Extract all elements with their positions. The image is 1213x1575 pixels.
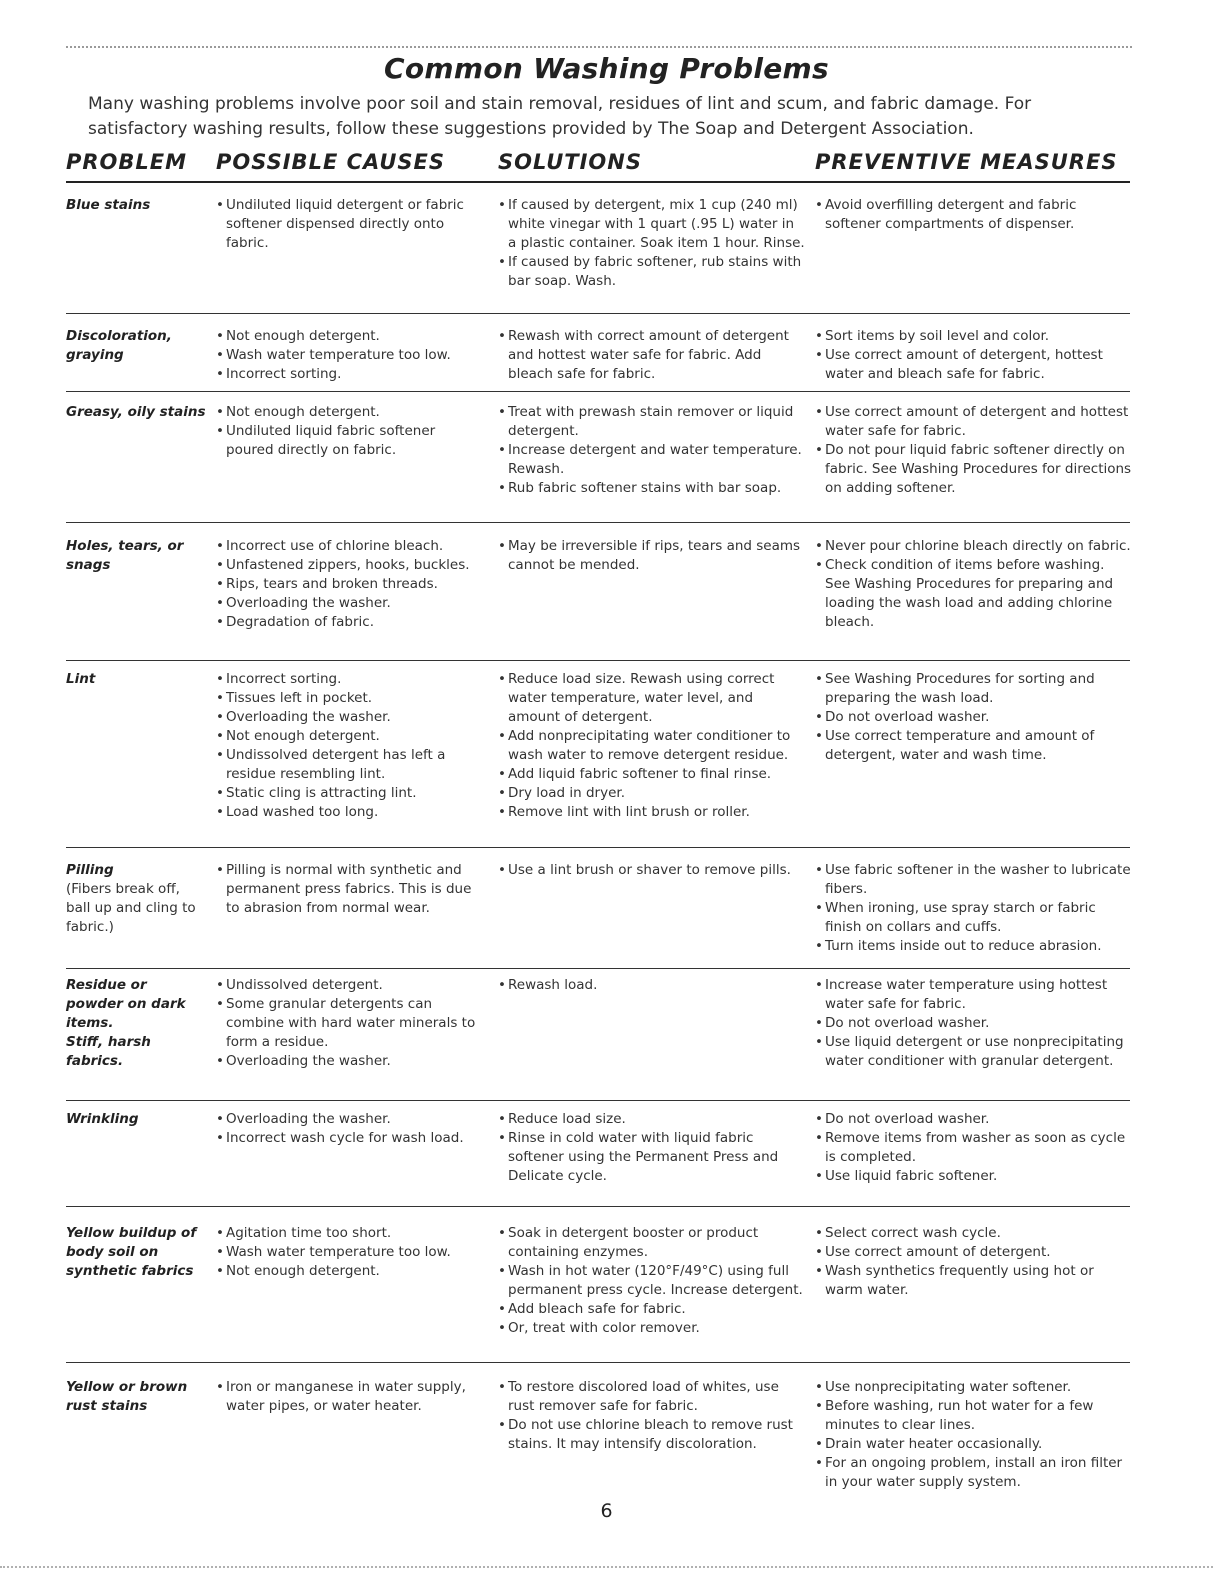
solutions-cell [498, 196, 806, 291]
list-item: • Remove items from washer as soon as cycle is completed. [815, 1129, 1133, 1167]
row-divider [66, 1100, 1130, 1101]
list-item: • Not enough detergent. [216, 1262, 486, 1281]
problem-title: Lint [66, 671, 96, 687]
preventive-cell [815, 1378, 1133, 1492]
list-item: • Not enough detergent. [216, 403, 486, 422]
list-item: • Degradation of fabric. [216, 613, 486, 632]
list-item: • Incorrect use of chlorine bleach. [216, 537, 486, 556]
problem-cell [66, 1378, 216, 1416]
causes-cell [216, 537, 486, 632]
list-item: • Undissolved detergent. [216, 976, 486, 995]
list-item: • Do not use chlorine bleach to remove rust stains. It may intensify discoloration. [498, 1416, 806, 1454]
list-item: • Use nonprecipitating water softener. [815, 1378, 1133, 1397]
list-item: • Agitation time too short. [216, 1224, 486, 1243]
list-item: • Do not overload washer. [815, 1014, 1133, 1033]
list-item: • Some granular detergents can combine with hard water minerals to form a residue. [216, 995, 486, 1052]
list-item: • Never pour chlorine bleach directly on fabric. [815, 537, 1133, 556]
solutions-cell [498, 1110, 806, 1186]
list-item: • Wash synthetics frequently using hot or warm water. [815, 1262, 1133, 1300]
list-item: • Use a lint brush or shaver to remove pills. [498, 861, 806, 880]
causes-cell [216, 403, 486, 460]
list-item: • Overloading the washer. [216, 1052, 486, 1071]
list-item: • Do not pour liquid fabric softener directly on fabric. See Washing Procedures for directions on adding softener. [815, 441, 1133, 498]
problem-title: Greasy, oily stains [66, 404, 206, 420]
causes-cell [216, 196, 486, 253]
list-item: • To restore discolored load of whites, use rust remover safe for fabric. [498, 1378, 806, 1416]
list-item: • See Washing Procedures for sorting and preparing the wash load. [815, 670, 1133, 708]
solutions-cell [498, 1224, 806, 1338]
list-item: • Incorrect sorting. [216, 670, 486, 689]
solutions-cell [498, 1378, 806, 1454]
list-item: • Rewash with correct amount of detergent and hottest water safe for fabric. Add bleach safe for fabric. [498, 327, 806, 384]
row-divider [66, 968, 1130, 969]
list-item: • Unfastened zippers, hooks, buckles. [216, 556, 486, 575]
problem-cell [66, 861, 216, 937]
list-item: • Add nonprecipitating water conditioner to wash water to remove detergent residue. [498, 727, 806, 765]
causes-cell [216, 1110, 486, 1148]
header-problem: PROBLEM [66, 150, 188, 174]
list-item: • Use liquid fabric softener. [815, 1167, 1133, 1186]
preventive-cell [815, 861, 1133, 956]
list-item: • Use correct amount of detergent, hottest water and bleach safe for fabric. [815, 346, 1133, 384]
solutions-cell [498, 670, 806, 822]
header-solutions: SOLUTIONS [498, 150, 642, 174]
list-item: • Do not overload washer. [815, 1110, 1133, 1129]
list-item: • Incorrect wash cycle for wash load. [216, 1129, 486, 1148]
list-item: • Drain water heater occasionally. [815, 1435, 1133, 1454]
list-item: • Use liquid detergent or use nonprecipitating water conditioner with granular detergent. [815, 1033, 1133, 1071]
list-item: • Rinse in cold water with liquid fabric softener using the Permanent Press and Delicate cycle. [498, 1129, 806, 1186]
causes-cell [216, 976, 486, 1071]
preventive-cell [815, 327, 1133, 384]
solutions-cell [498, 327, 806, 384]
row-divider [66, 313, 1130, 314]
list-item: • Use correct amount of detergent. [815, 1243, 1133, 1262]
list-item: • If caused by detergent, mix 1 cup (240 ml) white vinegar with 1 quart (.95 L) water in a plastic container. Soak item 1 hour. Rinse. [498, 196, 806, 253]
list-item: • Reduce load size. Rewash using correct water temperature, water level, and amount of detergent. [498, 670, 806, 727]
row-divider [66, 1206, 1130, 1207]
problem-cell [66, 670, 216, 689]
list-item: • Increase detergent and water temperature. Rewash. [498, 441, 806, 479]
problem-title: Pilling [66, 862, 114, 878]
list-item: • Overloading the washer. [216, 594, 486, 613]
solutions-cell [498, 403, 806, 498]
solutions-cell [498, 976, 806, 995]
list-item: • Not enough detergent. [216, 727, 486, 746]
causes-cell [216, 670, 486, 822]
list-item: • Overloading the washer. [216, 1110, 486, 1129]
solutions-cell [498, 861, 806, 880]
problem-cell [66, 1224, 216, 1281]
list-item: • Turn items inside out to reduce abrasion. [815, 937, 1133, 956]
problem-title: Holes, tears, or snags [66, 538, 184, 573]
list-item: • Treat with prewash stain remover or liquid detergent. [498, 403, 806, 441]
causes-cell [216, 1224, 486, 1281]
list-item: • May be irreversible if rips, tears and seams cannot be mended. [498, 537, 806, 575]
list-item: • Wash water temperature too low. [216, 1243, 486, 1262]
list-item: • Avoid overfilling detergent and fabric softener compartments of dispenser. [815, 196, 1133, 234]
list-item: • Undissolved detergent has left a residue resembling lint. [216, 746, 486, 784]
problem-note: (Fibers break off, ball up and cling to fabric.) [66, 881, 196, 935]
list-item: • Select correct wash cycle. [815, 1224, 1133, 1243]
header-rule [66, 181, 1130, 183]
list-item: • Use correct temperature and amount of detergent, water and wash time. [815, 727, 1133, 765]
bottom-dotted-rule [0, 1566, 1213, 1568]
causes-cell [216, 327, 486, 384]
list-item: • Check condition of items before washing. See Washing Procedures for preparing and loading the wash load and adding chlorine bleach. [815, 556, 1133, 632]
list-item: • Remove lint with lint brush or roller. [498, 803, 806, 822]
problem-cell [66, 1110, 216, 1129]
row-divider [66, 660, 1130, 661]
preventive-cell [815, 1110, 1133, 1186]
list-item: • Reduce load size. [498, 1110, 806, 1129]
list-item: • Undiluted liquid detergent or fabric softener dispensed directly onto fabric. [216, 196, 486, 253]
causes-cell [216, 861, 486, 918]
list-item: • Increase water temperature using hottest water safe for fabric. [815, 976, 1133, 1014]
list-item: • Soak in detergent booster or product containing enzymes. [498, 1224, 806, 1262]
problem-cell [66, 537, 216, 575]
problem-cell [66, 976, 216, 1071]
solutions-cell [498, 537, 806, 575]
preventive-cell [815, 196, 1133, 234]
list-item: • Wash in hot water (120°F/49°C) using full permanent press cycle. Increase detergent. [498, 1262, 806, 1300]
list-item: • Add bleach safe for fabric. [498, 1300, 806, 1319]
preventive-cell [815, 670, 1133, 765]
preventive-cell [815, 976, 1133, 1071]
page-number: 6 [600, 1500, 613, 1522]
list-item: • Incorrect sorting. [216, 365, 486, 384]
problem-title: Blue stains [66, 197, 151, 213]
list-item: • Iron or manganese in water supply, water pipes, or water heater. [216, 1378, 486, 1416]
row-divider [66, 847, 1130, 848]
row-divider [66, 391, 1130, 392]
row-divider [66, 522, 1130, 523]
problem-title: Yellow or brown rust stains [66, 1379, 188, 1414]
row-divider [66, 1362, 1130, 1363]
list-item: • Not enough detergent. [216, 327, 486, 346]
problem-title: Discoloration, graying [66, 328, 172, 363]
preventive-cell [815, 537, 1133, 632]
list-item: • Sort items by soil level and color. [815, 327, 1133, 346]
problem-cell [66, 327, 216, 365]
header-possible-causes: POSSIBLE CAUSES [216, 150, 445, 174]
list-item: • Overloading the washer. [216, 708, 486, 727]
list-item: • Static cling is attracting lint. [216, 784, 486, 803]
header-preventive-measures: PREVENTIVE MEASURES [815, 150, 1118, 174]
list-item: • If caused by fabric softener, rub stains with bar soap. Wash. [498, 253, 806, 291]
page-title: Common Washing Problems [384, 52, 829, 85]
problem-cell [66, 403, 216, 422]
list-item: • For an ongoing problem, install an iron filter in your water supply system. [815, 1454, 1133, 1492]
list-item: • Pilling is normal with synthetic and permanent press fabrics. This is due to abrasion from normal wear. [216, 861, 486, 918]
list-item: • When ironing, use spray starch or fabric finish on collars and cuffs. [815, 899, 1133, 937]
top-dotted-rule [66, 46, 1132, 48]
preventive-cell [815, 403, 1133, 498]
list-item: • Undiluted liquid fabric softener poured directly on fabric. [216, 422, 486, 460]
list-item: • Do not overload washer. [815, 708, 1133, 727]
list-item: • Rub fabric softener stains with bar soap. [498, 479, 806, 498]
list-item: • Rips, tears and broken threads. [216, 575, 486, 594]
list-item: • Load washed too long. [216, 803, 486, 822]
intro-paragraph: Many washing problems involve poor soil and stain removal, residues of lint and scum, and fabric damage. For satisfactory washing results, follow these suggestions provided by The Soap and Detergent Association. [88, 94, 1032, 139]
problem-title: Wrinkling [66, 1111, 139, 1127]
preventive-cell [815, 1224, 1133, 1300]
causes-cell [216, 1378, 486, 1416]
list-item: • Use fabric softener in the washer to lubricate fibers. [815, 861, 1133, 899]
list-item: • Dry load in dryer. [498, 784, 806, 803]
list-item: • Or, treat with color remover. [498, 1319, 806, 1338]
list-item: • Add liquid fabric softener to final rinse. [498, 765, 806, 784]
problem-cell [66, 196, 216, 215]
list-item: • Use correct amount of detergent and hottest water safe for fabric. [815, 403, 1133, 441]
problem-title: Yellow buildup of body soil on synthetic fabrics [66, 1225, 197, 1279]
list-item: • Before washing, run hot water for a few minutes to clear lines. [815, 1397, 1133, 1435]
problem-title: Residue or powder on dark items. Stiff, harsh fabrics. [66, 977, 186, 1069]
list-item: • Tissues left in pocket. [216, 689, 486, 708]
list-item: • Wash water temperature too low. [216, 346, 486, 365]
list-item: • Rewash load. [498, 976, 806, 995]
